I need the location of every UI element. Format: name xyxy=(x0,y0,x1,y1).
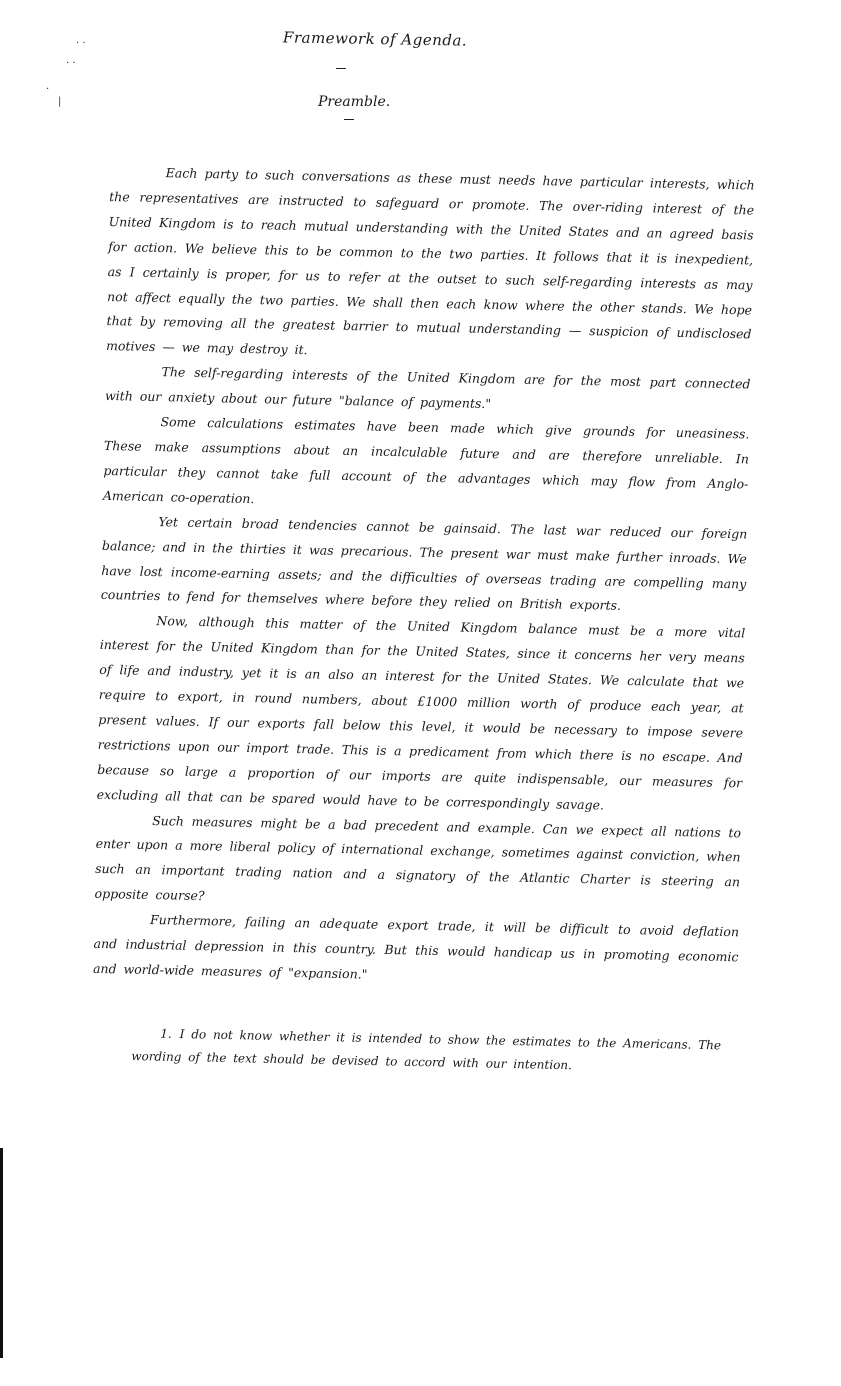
paragraph: The self-regarding interests of the United Kingdom are for the most part connected with our anxiety about our future "balance of payments." xyxy=(104,364,751,412)
section-heading: Preamble. xyxy=(318,94,391,110)
paragraph: Such measures might be a bad precedent and example. Can we expect all nations to enter upon a more liberal policy of international exchange, sometimes against conviction, when such an important trading nation and a signatory of the Atlantic Charter is steering an opposite course? xyxy=(94,812,742,904)
margin-mark: · xyxy=(46,84,50,95)
scan-edge-mark xyxy=(0,1148,3,1358)
footnote-text: I do not know whether it is intended to show the estimates to the Americans. The wording of the text should be devised to accord with our intention. xyxy=(131,1027,722,1073)
document-body xyxy=(93,160,755,995)
margin-mark: · · xyxy=(66,58,76,69)
margin-mark: | xyxy=(58,96,62,107)
title-underline xyxy=(336,68,346,69)
margin-mark: · · xyxy=(76,38,86,49)
paragraph: Yet certain broad tendencies cannot be gainsaid. The last war reduced our foreign balance; and in the thirties it was precarious. The present war must make further inroads. We have lost income-earning assets; and the difficulties of overseas trading are compelling many countries to fend for themselves where before they relied on British exports. xyxy=(100,513,748,614)
paragraph: Now, although this matter of the United Kingdom balance must be a more vital interest for the United Kingdom than for the United States, since it concerns her very means of life and industry, yet it is an also an interest for the United States. We calculate that we require to export, in round numbers, about £1000 million worth of produce each year, at present values. If our exports fall below this level, it would be necessary to impose severe restrictions upon our import trade. This is a predicament from which there is no escape. And because so large a proportion of our imports are quite indispensable, our measures for excluding all that can be spared would have to be correspondingly savage. xyxy=(96,613,746,813)
footnote-marker: 1. xyxy=(160,1026,172,1041)
heading-underline xyxy=(344,119,354,120)
footnote xyxy=(131,1022,744,1081)
document-title: Framework of Agenda. xyxy=(282,28,468,50)
paragraph: Furthermore, failing an adequate export trade, it will be difficult to avoid deflation and industrial depression in this country. But this would handicap us in promoting economic and world-wide measures of "expansion." xyxy=(92,912,740,982)
paragraph: Each party to such conversations as these must needs have particular interests, which the representatives are instructed to safeguard or promote. The over-riding interest of the United Kingdom is to reach mutual understanding with the United States and an agreed basis for action. We believe this to be common to the two parties. It follows that it is inexpedient, as I certainly is proper, for us to refer at the outset to such self-regarding interests as may not affect equally the two parties. We shall then each know where the other stands. We hope that by removing all the greatest barrier to mutual understanding — suspicion of undisclosed motives — we may destroy it. xyxy=(105,165,755,358)
paragraph: Some calculations estimates have been made which give grounds for uneasiness. These make assumptions about an incalculable future and are therefore unreliable. In particular they cannot take full account of the advantages which may flow from Anglo-American co-operation. xyxy=(102,414,750,506)
